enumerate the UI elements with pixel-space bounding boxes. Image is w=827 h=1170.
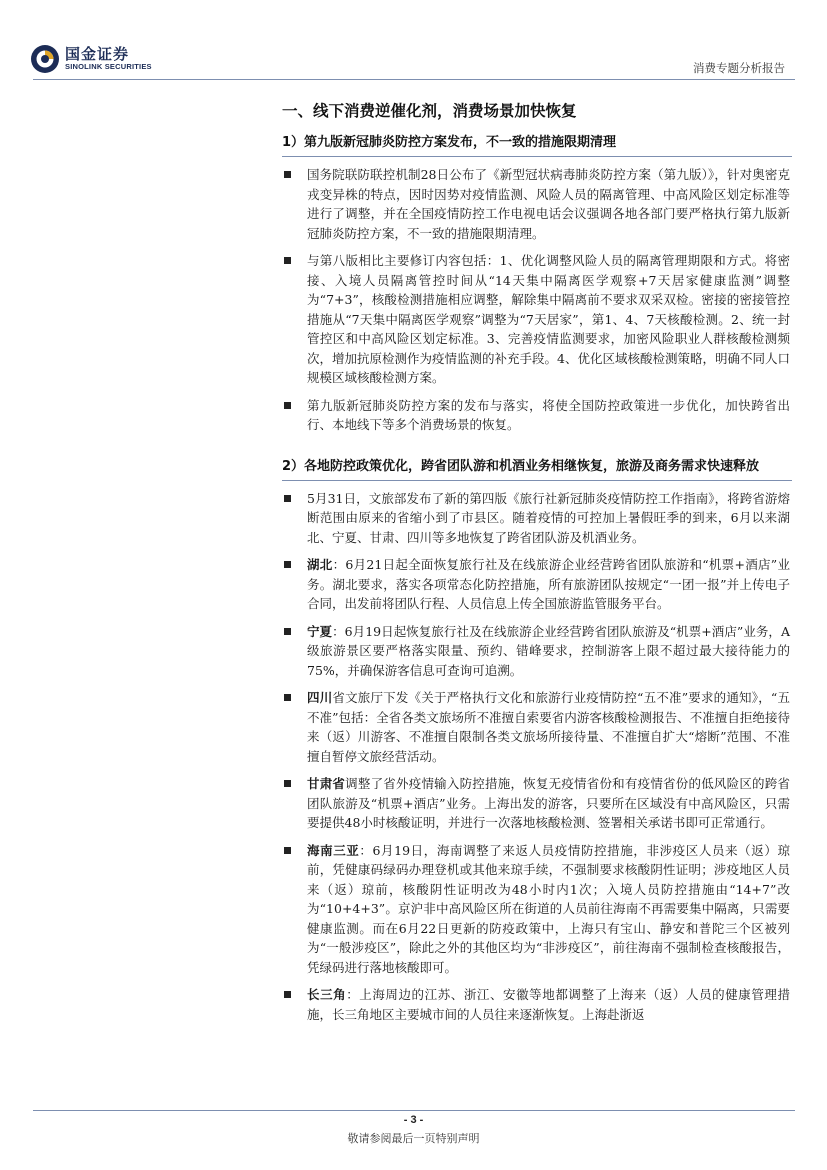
report-type-label: 消费专题分析报告 [693, 61, 785, 75]
disclaimer-note: 敬请参阅最后一页特别声明 [347, 1132, 480, 1145]
item-lead-term: 湖北 [307, 557, 333, 572]
list-item [282, 985, 792, 1024]
item-text: ：6月19日，海南调整了来返人员疫情防控措施，非涉疫区人员来（返）琼前，凭健康码绿码办理登机或其他来琼手续，不强制要求核酸阴性证明；涉疫地区人员来（返）琼前，核酸阴性证明改为48小时内1次；入境人员防控措施由“14+7”改为“10+4+3”。京沪非中高风险区所在街道的人员前往海南不再需要集中隔离，只需要健康监测。而在6月22日更新的防疫政策中，上海只有宝山、静安和普陀三个区被列为“一般涉疫区”，除此之外的其他区均为“非涉疫区”，前往海南不强制检查核酸报告，凭绿码进行落地核酸即可。 [307, 842, 790, 975]
item-lead-term: 四川 [307, 690, 333, 705]
item-lead-term: 海南三亚 [307, 842, 360, 858]
list-item [282, 841, 792, 978]
logo-english-name: SINOLINK SECURITIES [65, 62, 152, 71]
header-divider [33, 79, 795, 80]
list-item [282, 622, 792, 681]
logo-chinese-name: 国金证券 [65, 45, 130, 63]
report-body [282, 96, 792, 1024]
item-lead-term: 长三角 [307, 987, 347, 1002]
section-heading: 一、线下消费逆催化剂，消费场景加快恢复 [282, 102, 577, 120]
page-header [0, 0, 827, 80]
square-bullet-icon [284, 780, 291, 787]
square-bullet-icon [284, 495, 291, 502]
square-bullet-icon [284, 257, 291, 264]
item-text: 省文旅厅下发《关于严格执行文化和旅游行业疫情防控“五不准”要求的通知》，“五不准”包括：全省各类文旅场所不准擅自索要省内游客核酸检测报告、不准擅自拒绝接待来（返）川游客、不准擅自限制各类文旅场所接待量、不准擅自扩大“熔断”范围、不准擅自暂停文旅经营活动。 [307, 690, 790, 764]
list-item [282, 688, 792, 766]
list-item [282, 774, 792, 833]
square-bullet-icon [284, 694, 291, 701]
company-logo [30, 44, 152, 74]
item-text: 调整了省外疫情输入防控措施，恢复无疫情省份和有疫情省份的低风险区的跨省团队旅游及“机票+酒店”业务。上海出发的游客，只要所在区域没有中高风险区，只需要提供48小时核酸证明，并进行一次落地核酸检测、签署相关承诺书即可正常通行。 [307, 776, 790, 830]
subsection-heading-2: 2）各地防控政策优化，跨省团队游和机酒业务相继恢复，旅游及商务需求快速释放 [282, 457, 792, 481]
list-item [282, 396, 792, 435]
item-text: ：上海周边的江苏、浙江、安徽等地都调整了上海来（返）人员的健康管理措施，长三角地区主要城市间的人员往来逐渐恢复。上海赴浙返 [307, 987, 790, 1022]
square-bullet-icon [284, 561, 291, 568]
square-bullet-icon [284, 171, 291, 178]
bullet-list-1 [282, 165, 792, 435]
subsection-heading-1: 1）第九版新冠肺炎防控方案发布，不一致的措施限期清理 [282, 133, 792, 157]
page-number: - 3 - [403, 1114, 424, 1126]
square-bullet-icon [284, 628, 291, 635]
item-text: 5月31日，文旅部发布了新的第四版《旅行社新冠肺炎疫情防控工作指南》，将跨省游熔断范围由原来的省缩小到了市县区。随着疫情的可控加上暑假旺季的到来，6月以来湖北、宁夏、甘肃、四川等多地恢复了跨省团队游及机酒业务。 [307, 490, 790, 545]
item-text: ：6月21日起全面恢复旅行社及在线旅游企业经营跨省团队旅游和“机票+酒店”业务。湖北要求，落实各项常态化防控措施，所有旅游团队按规定“一团一报”并上传电子合同，出发前将团队行程、人员信息上传全国旅游监管服务平台。 [307, 557, 790, 611]
item-lead-term: 甘肃省 [307, 776, 346, 791]
list-item [282, 251, 792, 388]
item-text: ：6月19日起恢复旅行社及在线旅游企业经营跨省团队旅游及“机票+酒店”业务，A级旅游景区要严格落实限量、预约、错峰要求，控制游客上限不超过最大接待能力的75%，并确保游客信息可查询可追溯。 [307, 623, 790, 678]
square-bullet-icon [284, 991, 291, 998]
bullet-list-2 [282, 489, 792, 1025]
item-text: 第九版新冠肺炎防控方案的发布与落实，将使全国防控政策进一步优化，加快跨省出行、本地线下等多个消费场景的恢复。 [307, 397, 790, 432]
item-lead-term: 宁夏 [307, 623, 333, 639]
list-item [282, 165, 792, 243]
square-bullet-icon [284, 402, 291, 409]
list-item [282, 555, 792, 614]
item-text: 与第八版相比主要修订内容包括：1、优化调整风险人员的隔离管理期限和方式。将密接、入境人员隔离管控时间从“14天集中隔离医学观察+7天居家健康监测”调整为“7+3”，核酸检测措施相应调整，解除集中隔离前不要求双采双检。密接的密接管控措施从“7天集中隔离医学观察”调整为“7天居家”，第1、4、7天核酸检测。2、统一封管控区和中高风险区划定标准。3、完善疫情监测要求，加密风险职业人群核酸检测频次，增加抗原检测作为疫情监测的补充手段。4、优化区域核酸检测策略，明确不同人口规模区域核酸检测方案。 [307, 253, 790, 385]
item-text: 国务院联防联控机制28日公布了《新型冠状病毒肺炎防控方案（第九版）》，针对奥密克戎变异株的特点，因时因势对疫情监测、风险人员的隔离管理、中高风险区划定标准等进行了调整，并在全国疫情防控工作电视电话会议强调各地各部门要严格执行第九版新冠肺炎防控方案，不一致的措施限期清理。 [307, 167, 790, 241]
square-bullet-icon [284, 847, 291, 854]
sinolink-logo-icon [30, 44, 60, 74]
footer-divider [33, 1110, 795, 1111]
list-item [282, 489, 792, 548]
